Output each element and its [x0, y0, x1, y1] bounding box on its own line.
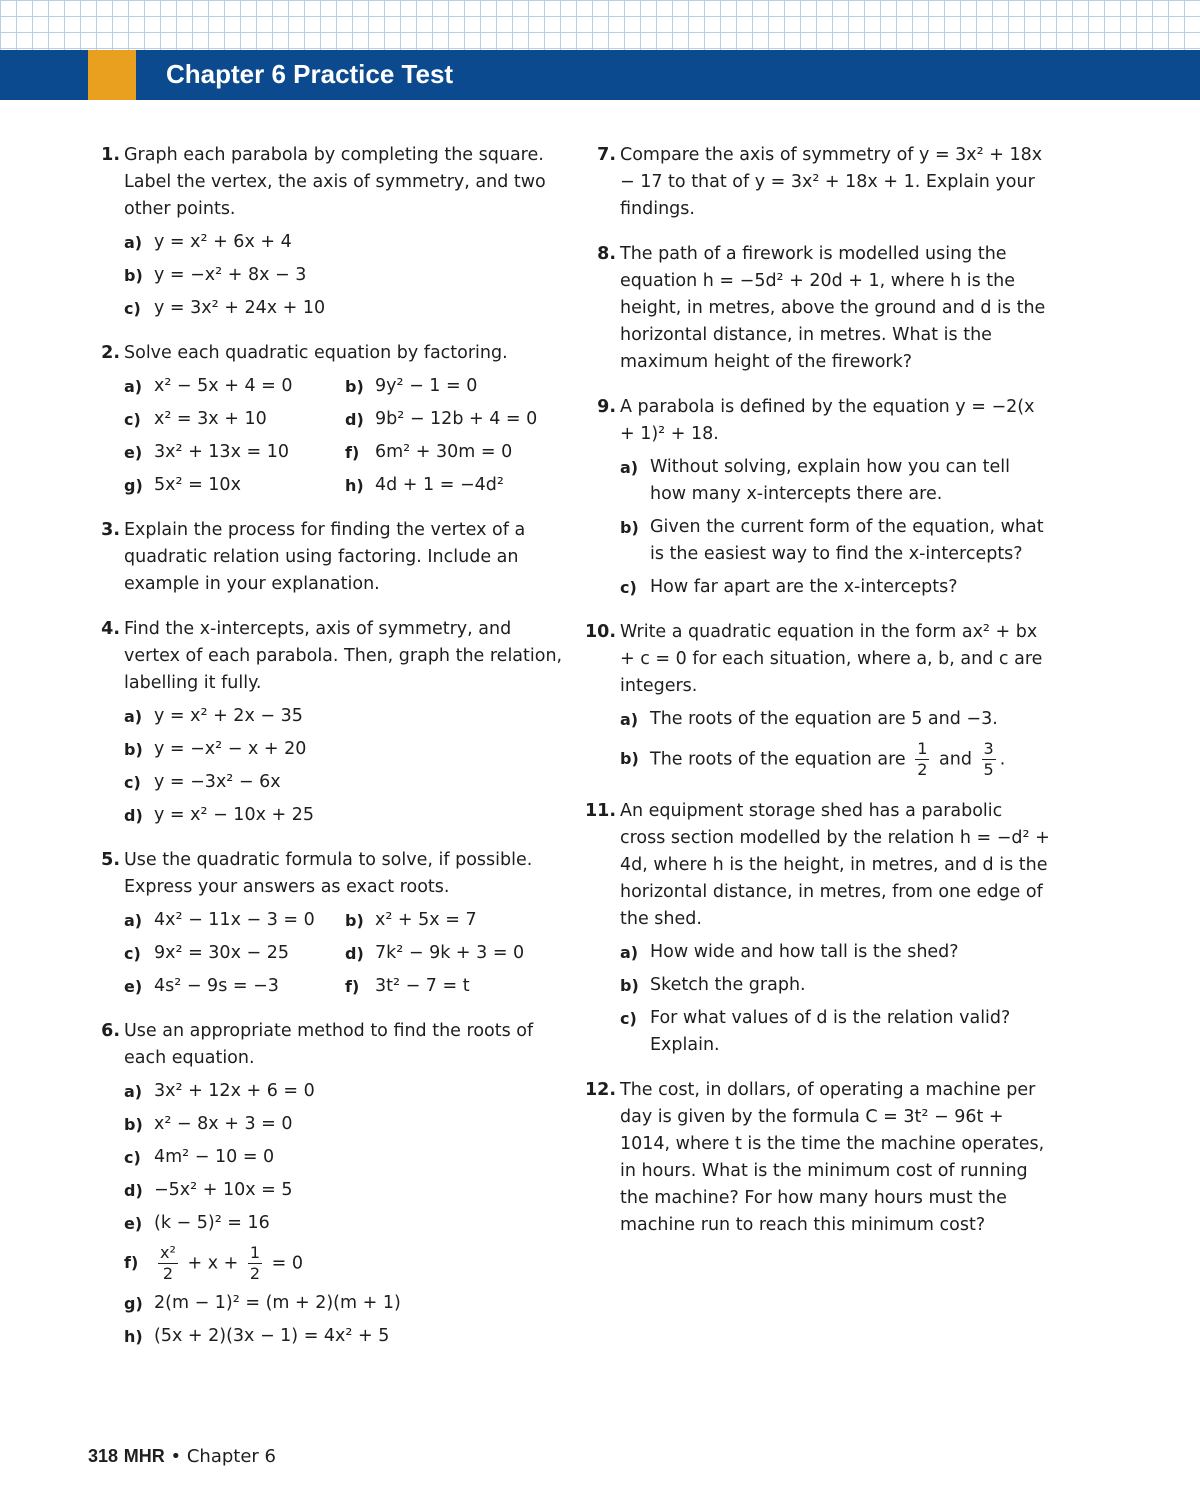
question-part-a: a) The roots of the equation are 5 and −3.	[620, 709, 998, 729]
question-part-b: b) Given the current form of the equation, what is the easiest way to find the x-intercepts?	[620, 517, 1044, 564]
question-number: 12.	[584, 1080, 616, 1100]
question-number: 1.	[101, 145, 120, 165]
question-part-b: b) y = −x² − x + 20	[124, 739, 307, 759]
left-column	[96, 142, 566, 1368]
question-number: 4.	[101, 619, 120, 639]
question-number: 6.	[101, 1021, 120, 1041]
question-9	[580, 394, 1050, 601]
question-part-e: e) 4s² − 9s = −3	[124, 976, 279, 996]
question-part-e: e) (k − 5)² = 16	[124, 1213, 270, 1233]
fraction: $\frac{3}{5}$	[983, 739, 994, 779]
question-part-b: b) x² + 5x = 7	[345, 910, 477, 930]
question-part-c: c) 4m² − 10 = 0	[124, 1147, 275, 1167]
question-part-a: a) y = x² + 2x − 35	[124, 706, 303, 726]
question-text: Explain the process for finding the vertex of a quadratic relation using factoring. Include an example in your explanation.	[124, 520, 526, 594]
question-8	[580, 241, 1050, 376]
question-text: Use the quadratic formula to solve, if possible. Express your answers as exact roots.	[124, 850, 533, 897]
question-text: Solve each quadratic equation by factoring.	[124, 343, 508, 363]
question-number: 5.	[101, 850, 120, 870]
right-column	[580, 142, 1050, 1257]
question-text: Find the x-intercepts, axis of symmetry, and vertex of each parabola. Then, graph the relation, labelling it fully.	[124, 619, 563, 693]
question-part-c: c) y = −3x² − 6x	[124, 772, 281, 792]
question-part-e: e) 3x² + 13x = 10	[124, 442, 289, 462]
question-part-h: h) (5x + 2)(3x − 1) = 4x² + 5	[124, 1326, 390, 1346]
question-7	[580, 142, 1050, 223]
question-11	[580, 798, 1050, 1059]
question-number: 11.	[584, 801, 616, 821]
question-part-a: a) y = x² + 6x + 4	[124, 232, 292, 252]
question-part-a: a) How wide and how tall is the shed?	[620, 942, 959, 962]
question-text: Use an appropriate method to find the roots of each equation.	[124, 1021, 534, 1068]
question-number: 2.	[101, 343, 120, 363]
question-number: 10.	[584, 622, 616, 642]
question-part-a: a) 4x² − 11x − 3 = 0	[124, 910, 315, 930]
question-text: Compare the axis of symmetry of y = 3x² + 18x − 17 to that of y = 3x² + 18x + 1. Explain your findings.	[620, 145, 1043, 219]
question-number: 8.	[597, 244, 616, 264]
question-5	[96, 847, 566, 1000]
question-part-c: c) 9x² = 30x − 25	[124, 943, 289, 963]
question-part-b: b) 9y² − 1 = 0	[345, 376, 478, 396]
question-part-f: f) 6m² + 30m = 0	[345, 442, 513, 462]
question-part-d: d) 7k² − 9k + 3 = 0	[345, 943, 525, 963]
question-part-h: h) 4d + 1 = −4d²	[345, 475, 504, 495]
question-text: The path of a firework is modelled using the equation h = −5d² + 20d + 1, where h is the height, in metres, above the ground and d is the horizontal distance, in metres. What is the maximum height of the firework?	[620, 244, 1046, 372]
question-10	[580, 619, 1050, 780]
question-part-b: b) Sketch the graph.	[620, 975, 806, 995]
question-part-d: d) −5x² + 10x = 5	[124, 1180, 293, 1200]
fraction: $\frac{\text{x²}}{2}$	[160, 1243, 176, 1283]
question-text: The cost, in dollars, of operating a machine per day is given by the formula C = 3t² − 96t + 1014, where t is the time the machine operates, in hours. What is the minimum cost of running the machine? For how many hours must the machine run to reach this minimum cost?	[620, 1080, 1045, 1235]
question-part-b: b) y = −x² + 8x − 3	[124, 265, 307, 285]
question-6	[96, 1018, 566, 1350]
question-part-b: b) x² − 8x + 3 = 0	[124, 1114, 293, 1134]
question-part-d: d) y = x² − 10x + 25	[124, 805, 314, 825]
page-title: Chapter 6 Practice Test	[166, 59, 454, 89]
question-1	[96, 142, 566, 322]
question-12	[580, 1077, 1050, 1239]
question-number: 3.	[101, 520, 120, 540]
page-footer	[88, 1446, 276, 1467]
header-accent-tab	[88, 50, 136, 100]
question-part-g: g) 5x² = 10x	[124, 475, 241, 495]
page-number: 318	[88, 1446, 119, 1466]
question-text: Graph each parabola by completing the square. Label the vertex, the axis of symmetry, and two other points.	[124, 145, 546, 219]
fraction: $\frac{1}{2}$	[249, 1243, 261, 1283]
question-part-c: c) y = 3x² + 24x + 10	[124, 298, 326, 318]
question-part-f: f) 3t² − 7 = t	[345, 976, 470, 996]
fraction: $\frac{1}{2}$	[917, 739, 928, 779]
question-4	[96, 616, 566, 829]
question-part-c: c) How far apart are the x-intercepts?	[620, 577, 958, 597]
question-part-f: f) $\frac{\text{x²}}{2}$ + x + $\frac{1}{2}$ = 0	[124, 1243, 303, 1283]
question-part-a: a) Without solving, explain how you can tell how many x-intercepts there are.	[620, 457, 1010, 504]
question-part-a: a) 3x² + 12x + 6 = 0	[124, 1081, 315, 1101]
question-part-d: d) 9b² − 12b + 4 = 0	[345, 409, 538, 429]
question-part-b: b) The roots of the equation are $\frac{1}{2}$ and $\frac{3}{5}$ .	[620, 739, 1006, 779]
question-text: Write a quadratic equation in the form ax² + bx + c = 0 for each situation, where a, b, and c are integers.	[620, 622, 1043, 696]
question-3	[96, 517, 566, 598]
question-text: An equipment storage shed has a parabolic cross section modelled by the relation h = −d² + 4d, where h is the height, in metres, and d is the horizontal distance, in metres, from one edge of the shed.	[620, 801, 1050, 929]
question-number: 7.	[597, 145, 616, 165]
question-text: A parabola is defined by the equation y = −2(x + 1)² + 18.	[620, 397, 1035, 444]
question-part-c: c) For what values of d is the relation valid? Explain.	[620, 1008, 1011, 1055]
header-grid-pattern	[0, 0, 1200, 50]
question-part-g: g) 2(m − 1)² = (m + 2)(m + 1)	[124, 1293, 401, 1313]
question-2	[96, 340, 566, 499]
question-part-c: c) x² = 3x + 10	[124, 409, 267, 429]
footer-separator: •	[164, 1446, 187, 1467]
question-part-a: a) x² − 5x + 4 = 0	[124, 376, 293, 396]
publisher: MHR	[123, 1446, 165, 1466]
footer-chapter: Chapter 6	[186, 1446, 276, 1467]
question-number: 9.	[597, 397, 616, 417]
